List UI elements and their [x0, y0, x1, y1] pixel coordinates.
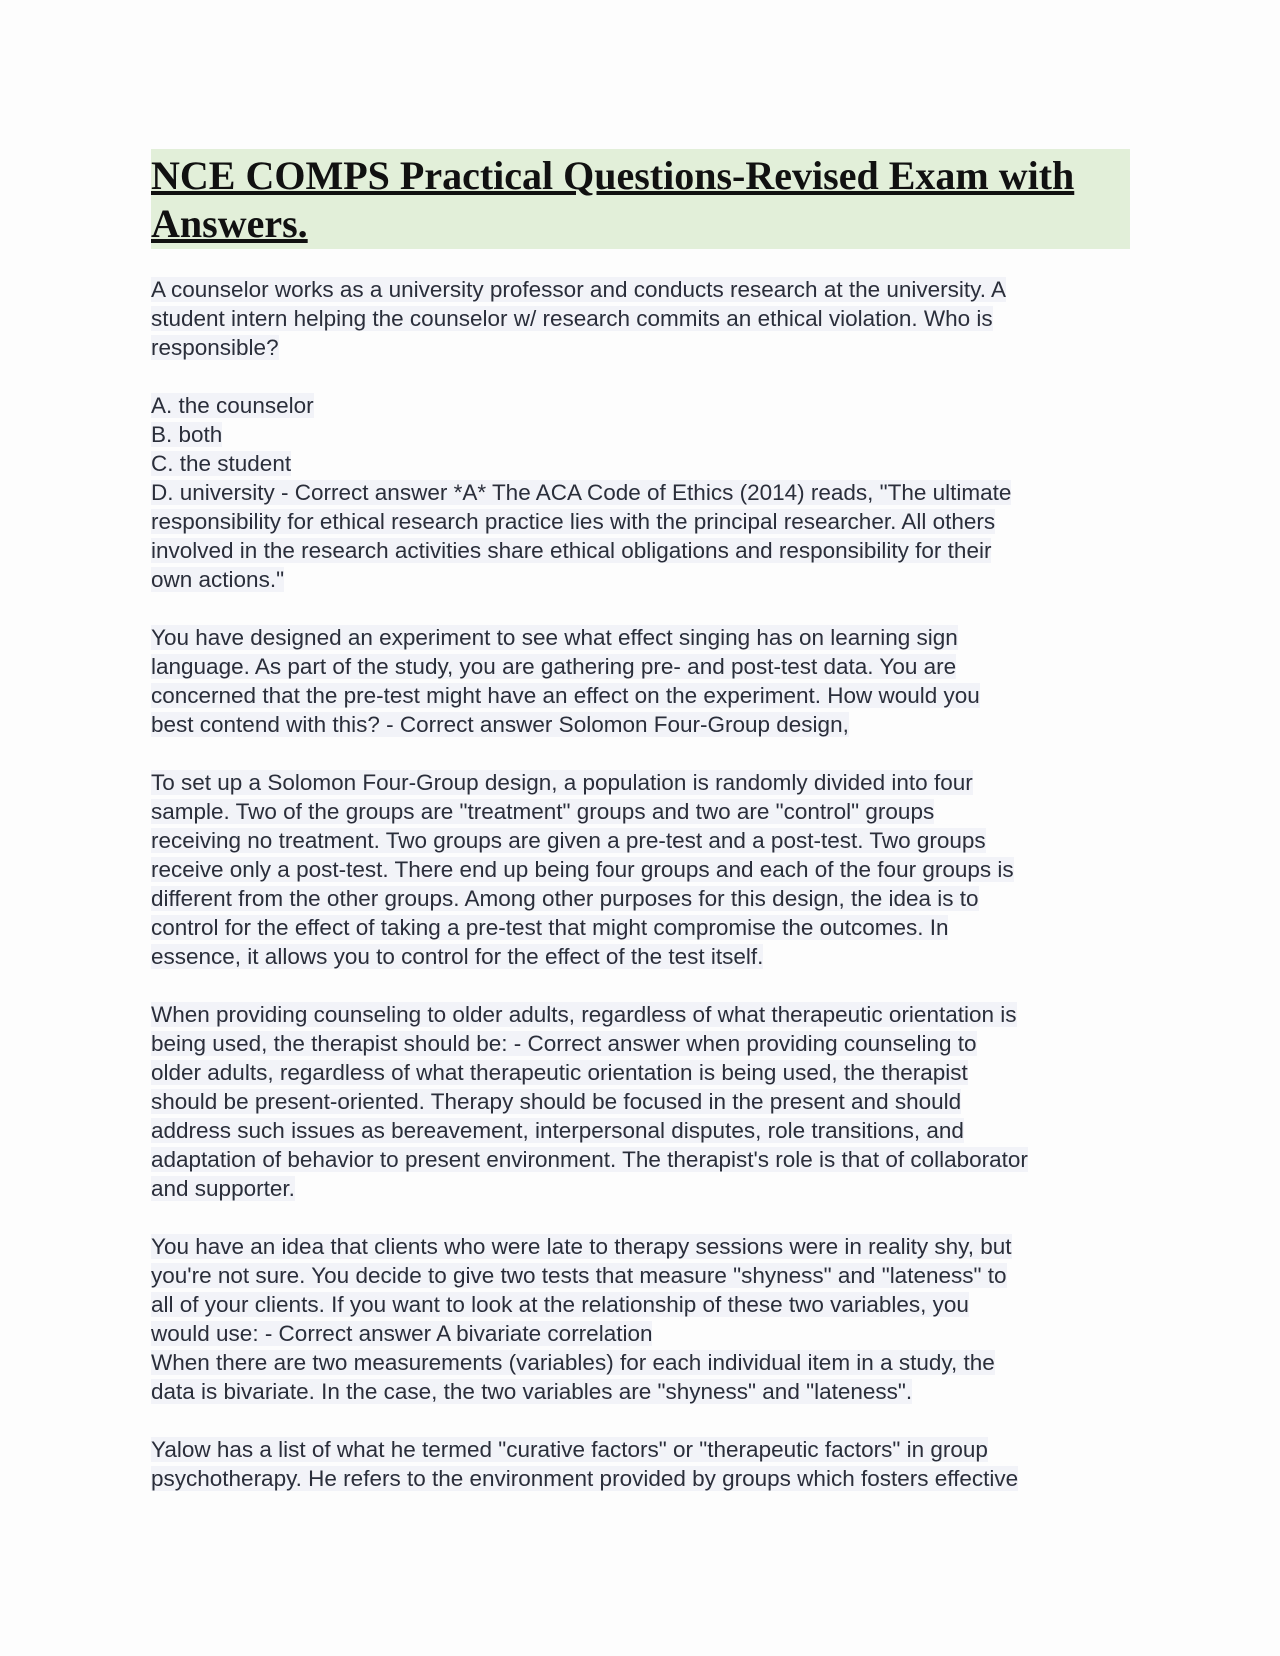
question-paragraph-2: You have designed an experiment to see what effect singing has on learning sign language. As part of the study, you are gathering pre- and post-test data. You are concerned that the pre-test might have an effect on the experiment. How would you best contend with this? - Correct answer Solomon Four-Group design, [151, 625, 980, 737]
question-paragraph-3: When providing counseling to older adults, regardless of what therapeutic orientation is being used, the therapist should be: - Correct answer when providing counseling to older adults, regardless of what therapeutic orientation is being used, the therapist should be present-oriented. Therapy should be focused in the present and should address such issues as bereavement, interpersonal disputes, role transitions, and adaptation of behavior to present environment. The therapist's role is that of collaborator and supporter. [151, 1002, 1028, 1201]
question-paragraph-5: Yalow has a list of what he termed "curative factors" or "therapeutic factors" in group psychotherapy. He refers to the environment provided by groups which fosters effective [151, 1437, 1019, 1491]
question-paragraph-4: You have an idea that clients who were late to therapy sessions were in reality shy, but you're not sure. You decide to give two tests that measure "shyness" and "lateness" to all of your clients. If you want to look at the relationship of these two variables, you would use: - Correct answer A bivariate correlation When there are two measurements (variables) for each individual item in a study, the data is bivariate. In the case, the two variables are "shyness" and "lateness". [151, 1234, 1012, 1404]
document-content [151, 149, 1130, 1493]
question-paragraph-1: A counselor works as a university professor and conducts research at the university. A student intern helping the counselor w/ research commits an ethical violation. Who is responsible? [151, 277, 1006, 360]
document-title: NCE COMPS Practical Questions-Revised Exam with Answers. [151, 153, 1075, 246]
title-highlight [151, 149, 1130, 249]
answer-options-paragraph: A. the counselor B. both C. the student D. university - Correct answer *A* The ACA Code of Ethics (2014) reads, "The ultimate responsibility for ethical research practice lies with the principal researcher. All others involved in the research activities share ethical obligations and responsibility for their own actions." [151, 393, 1012, 592]
explanation-paragraph-solomon: To set up a Solomon Four-Group design, a population is randomly divided into four sample. Two of the groups are "treatment" groups and two are "control" groups receiving no treatment. Two groups are given a pre-test and a post-test. Two groups receive only a post-test. There end up being four groups and each of the four groups is different from the other groups. Among other purposes for this design, the idea is to control for the effect of taking a pre-test that might compromise the outcomes. In essence, it allows you to control for the effect of the test itself. [151, 770, 1014, 969]
